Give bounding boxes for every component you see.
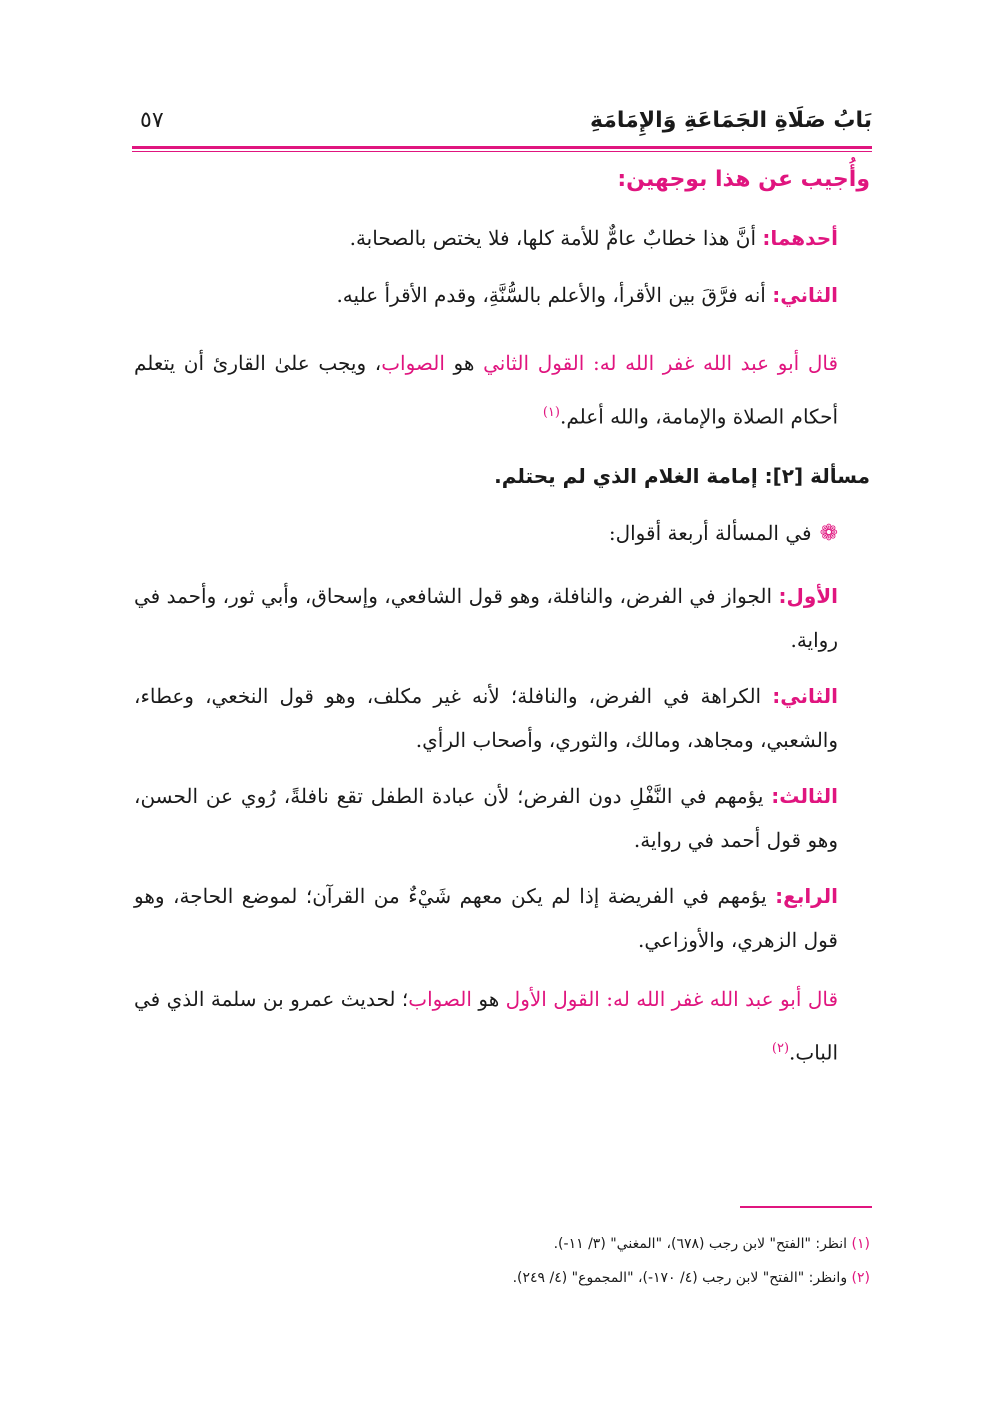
opinion-1 (134, 574, 870, 662)
footnote-1-num: (١) (851, 1236, 870, 1252)
opinion-2 (134, 674, 870, 762)
author-prefix-2: قال أبو عبد الله غفر الله له: (599, 986, 839, 1011)
opinion-3-text: يؤمهم في النَّفْلِ دون الفرض؛ لأن عبادة الطفل تقع نافلةً، رُوي عن الحسن، وهو قول أحمد في رواية. (134, 783, 838, 852)
opinion-1-text: الجواز في الفرض، والنافلة، وهو قول الشافعي، وإسحاق، وأبي ثور، وأحمد في رواية. (134, 583, 838, 652)
footnote-rule (740, 1206, 872, 1208)
opinion-3 (134, 774, 870, 862)
intro-text: في المسألة أربعة أقوال: (608, 520, 812, 545)
issue-title: إمامة الغلام الذي لم يحتلم. (494, 463, 765, 488)
author-rest-2: ؛ لحديث عمرو بن سلمة الذي في الباب. (134, 986, 838, 1065)
second-answer (134, 281, 870, 310)
opinion-2-text: الكراهة في الفرض، والنافلة؛ لأنه غير مكلف، وهو قول النخعي، وعطاء، والشعبي، ومجاهد، ومالك، والثوري، وأصحاب الرأي. (134, 683, 838, 752)
header-rule (132, 146, 872, 149)
sawab-word: الصواب (381, 351, 445, 375)
issue-intro (134, 519, 870, 548)
opinion-4 (134, 874, 870, 962)
opinion-2-label: الثاني: (772, 683, 838, 708)
author-rest: ، ويجب علىٰ القارئ أن يتعلم أحكام الصلاة والإمامة، والله أعلم. (134, 351, 838, 429)
footnote-1 (134, 1227, 870, 1261)
issue-label: مسألة [٢]: (764, 463, 870, 488)
first-text: أنَّ هذا خطابٌ عامٌّ للأمة كلها، فلا يختص بالصحابة. (349, 226, 763, 250)
page-number: ٥٧ (140, 108, 164, 133)
second-label: الثاني: (772, 283, 838, 307)
author-quote: القول الثاني (483, 351, 585, 375)
author-prefix: قال أبو عبد الله غفر الله له: (584, 351, 839, 375)
opinion-3-label: الثالث: (771, 783, 838, 808)
main-text (134, 165, 870, 1077)
first-answer (134, 224, 870, 253)
footnote-2 (134, 1261, 870, 1295)
flower-icon: ❁ (819, 520, 838, 546)
author-opinion-2 (134, 974, 870, 1078)
footnotes (134, 1227, 870, 1295)
author-opinion-1 (134, 338, 870, 442)
footnote-2-text: وانظر: "الفتح" لابن رجب (٤/ ١٧٠-)، "المجموع" (٤/ ٢٤٩). (512, 1270, 852, 1286)
second-text: أنه فرَّقَ بين الأقرأ، والأعلم بالسُّنَّةِ، وقدم الأقرأ عليه. (336, 283, 773, 307)
page-header (134, 108, 872, 148)
opinion-4-text: يؤمهم في الفريضة إذا لم يكن معهم شَيْءٌ من القرآن؛ لموضع الحاجة، وهو قول الزهري، والأوزاعي. (134, 883, 838, 952)
header-rule-thin (132, 151, 872, 152)
issue-heading (134, 462, 870, 491)
opinion-1-label: الأول: (778, 583, 838, 608)
sawab-word-2: الصواب (408, 986, 472, 1011)
opinion-4-label: الرابع: (775, 883, 838, 908)
author-quote-2: القول الأول (505, 986, 600, 1011)
footnote-1-text: انظر: "الفتح" لابن رجب (٦٧٨)، "المغني" (٣/ ١١-). (553, 1236, 852, 1252)
first-label: أحدهما: (762, 226, 838, 250)
author-mid: هو (444, 351, 484, 375)
footnote-ref-2[interactable]: (٢) (771, 1040, 790, 1056)
footnote-ref-1[interactable]: (١) (542, 405, 560, 420)
footnote-2-num: (٢) (851, 1270, 870, 1286)
answer-heading: وأُجيب عن هذا بوجهين: (617, 167, 870, 192)
author-mid-2: هو (471, 986, 506, 1011)
chapter-title: بَابُ صَلَاةِ الجَمَاعَةِ وَالإِمَامَةِ (589, 108, 872, 133)
